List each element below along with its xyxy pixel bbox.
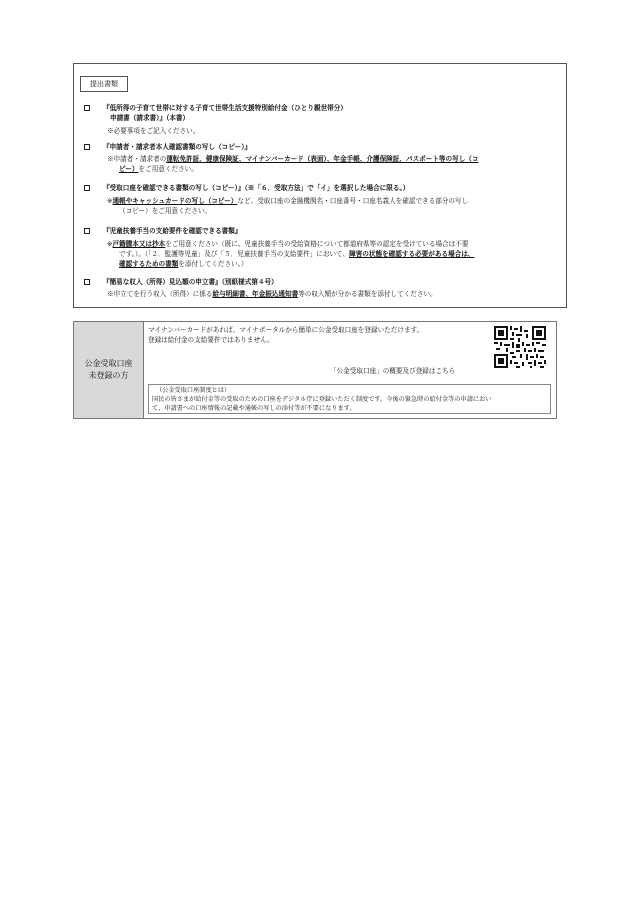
document-title-sub: 申請書（請求書）』（本書）: [110, 114, 190, 122]
emphasis: ピー）: [119, 165, 139, 173]
emphasis: 確認するための書類: [119, 260, 179, 268]
checkbox-bank-account[interactable]: [84, 185, 90, 191]
document-title: 『申請者・請求者本人確認書類の写し（コピー）』: [103, 143, 252, 151]
emphasis: 通帳やキャッシュカードの写し（コピー）: [112, 197, 238, 205]
document-note: ※戸籍謄本又は抄本をご用意ください（既に、児童扶養手当の受給資格について都道府県等の認定を受けている場合は不要 です。）。（「２．監護等児童」及び「５．児童扶養手当の支給要件」において、障害の状態を確認する必要がある場合は、 確認するための書類を添付してください。）: [107, 240, 475, 268]
info-title: （公金受取口座制度とは）: [156, 387, 231, 394]
checkbox-identity[interactable]: [84, 144, 90, 150]
emphasis: 障害の状態を確認する必要がある場合は、: [349, 250, 475, 258]
emphasis: 給与明細書、年金振込通知書: [212, 290, 299, 298]
document-note: ※申請者・請求者の運転免許証、健康保険証、マイナンバーカード（表面）、年金手帳、介護保険証、パスポート等の写し（コ ピー）をご用意ください。: [107, 155, 479, 173]
checkbox-application[interactable]: [84, 105, 90, 111]
public-account-line2: 登録は給付金の支給要件ではありません。: [148, 336, 274, 344]
public-account-link[interactable]: 「公金受取口座」の概要及び登録はこちら: [330, 367, 456, 375]
submission-documents-box: [73, 63, 567, 308]
qr-code-icon[interactable]: [494, 326, 546, 368]
document-note: ※必要事項をご記入ください。: [107, 127, 200, 135]
document-title: 『低所得の子育て世帯に対する子育て世帯生活支援特別給付金（ひとり親世帯分）: [103, 104, 347, 112]
public-account-info-box: [148, 384, 551, 414]
submission-documents-label: 提出書類: [80, 76, 128, 92]
public-account-box: [73, 321, 557, 419]
emphasis: 戸籍謄本又は抄本: [112, 240, 166, 248]
document-title: 『簡易な収入（所得）見込額の申立書』（別紙様式第４号）: [103, 278, 278, 286]
checkbox-income-declaration[interactable]: [84, 279, 90, 285]
document-note: ※通帳やキャッシュカードの写し（コピー）など、受取口座の金融機関名・口座番号・口座名義人を確認できる部分の写し （コピー）をご用意ください。: [107, 197, 469, 215]
emphasis: 運転免許証、健康保険証、マイナンバーカード（表面）、年金手帳、介護保険証、パスポート等の写し（コ: [166, 155, 479, 163]
document-note: ※申立てを行う収入（所得）に係る給与明細書、年金振込通知書等の収入額が分かる書類を添付してください。: [107, 290, 437, 298]
document-title: 『児童扶養手当の支給要件を確認できる書類』: [103, 227, 242, 235]
document-title: 『受取口座を確認できる書類の写し（コピー）』（※「６．受取方法」で「イ」を選択した場合に限る。）: [103, 184, 410, 192]
checkbox-child-support[interactable]: [84, 228, 90, 234]
public-account-label: 公金受取口座 未登録の方: [74, 322, 144, 418]
public-account-line1: マイナンバーカードがあれば、マイナポータルから簡単に公金受取口座を登録いただけます。: [148, 326, 424, 334]
info-body: 国民の皆さまが給付金等の受取のための口座をデジタル庁に登録いただく制度です。今後の緊急時の給付金等の申請におい て、申請書への口座情報の記載や通帳の写しの添付等が不要になります。: [152, 396, 492, 412]
